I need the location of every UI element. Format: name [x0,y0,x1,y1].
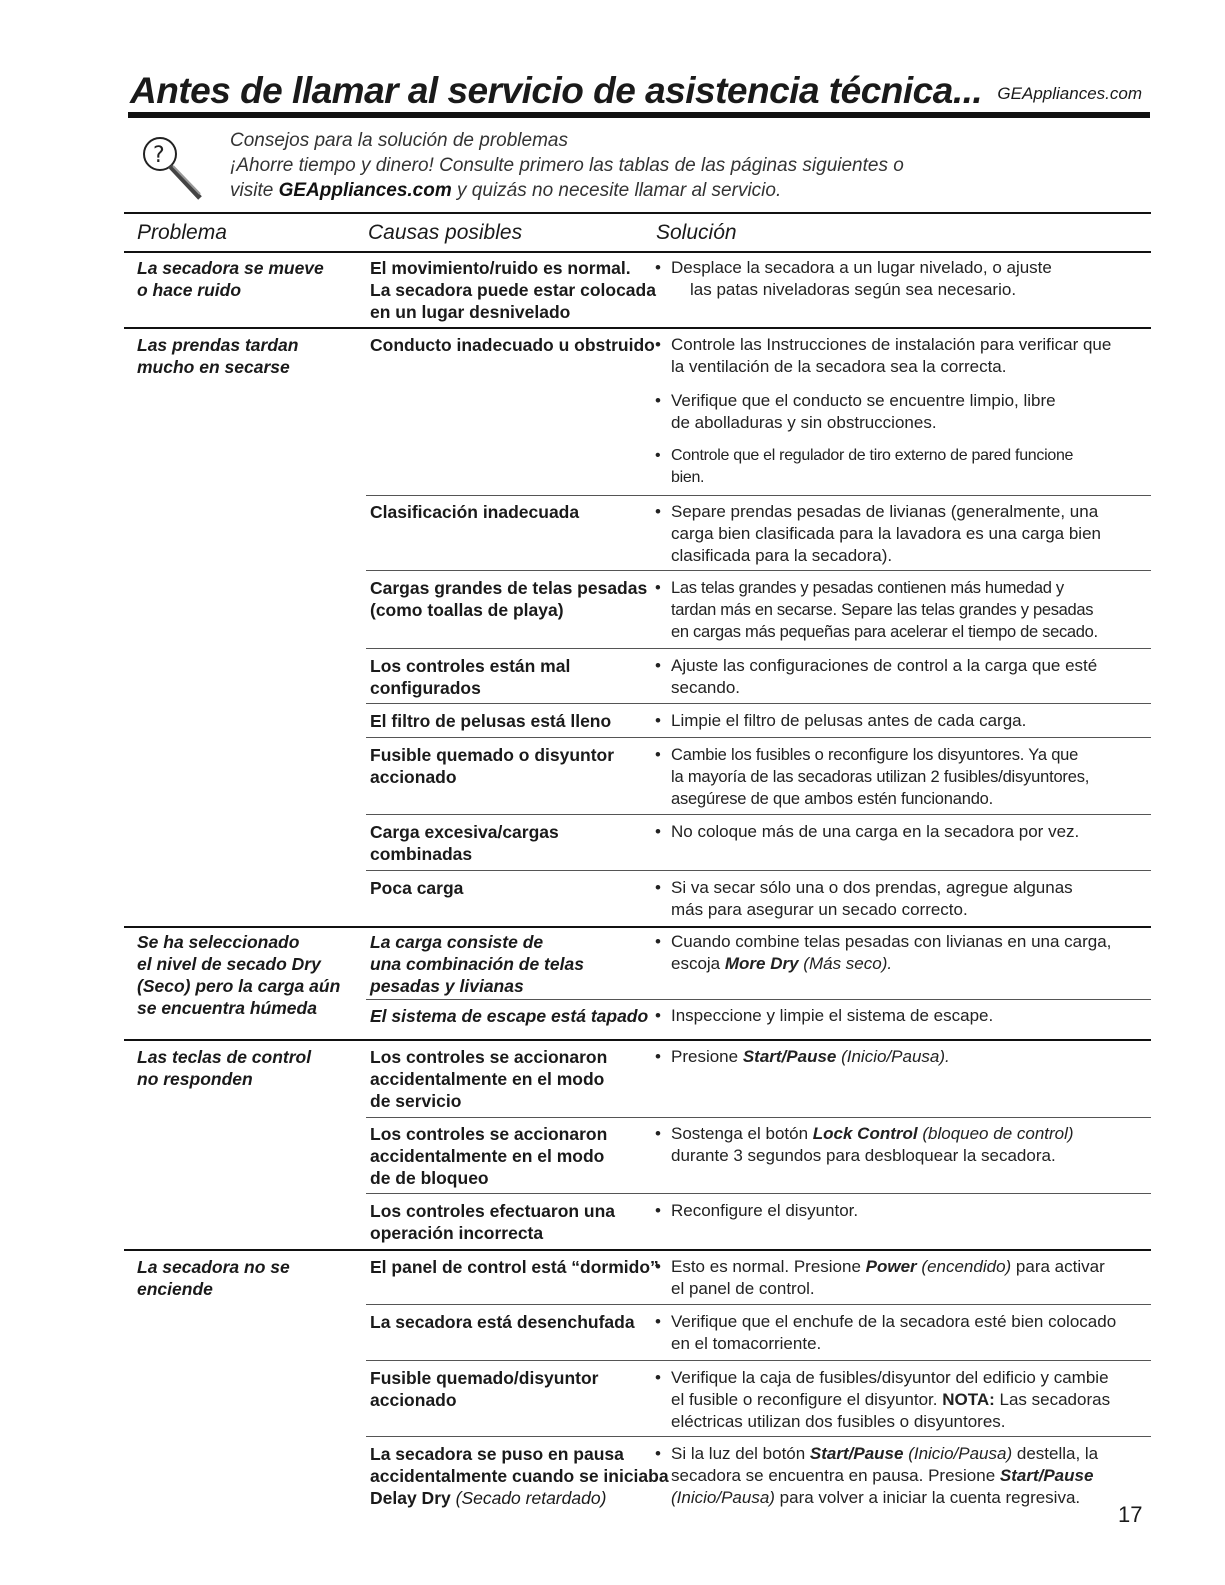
cause-cell: Los controles efectuaron una operación incorrecta [370,1201,616,1243]
sub-row-separator [366,737,1151,738]
site-link[interactable]: GEAppliances.com [997,84,1142,103]
header-rule [128,112,1150,118]
page-title: Antes de llamar al servicio de asistencia técnica... [130,70,983,111]
problem-cell: Las teclas de control no responden [137,1047,312,1089]
solution-cell: • Esto es normal. Presione Power (encendido) para activar el panel de control. [655,1256,1150,1300]
sub-row-separator [366,648,1151,649]
solution-cell: • Controle que el regulador de tiro externo de pared funcione bien. [655,445,1150,489]
cause-cell: El sistema de escape está tapado [370,1006,649,1026]
row-separator [124,1039,1151,1041]
cause-cell: Los controles están mal configurados [370,656,571,698]
column-header-causes: Causas posibles [368,221,523,244]
problem-cell: Se ha seleccionado el nivel de secado Dry (Seco) pero la carga aún se encuentra húmeda [137,932,341,1018]
solution-cell: • Si va secar sólo una o dos prendas, agregue algunas más para asegurar un secado correcto. [655,877,1150,921]
cause-cell: La secadora se puso en pausa accidentalmente cuando se iniciaba Delay Dry (Secado retardado) [370,1444,669,1508]
solution-cell: • Desplace la secadora a un lugar nivelado, o ajuste las patas niveladoras según sea necesario. [655,257,1150,301]
solution-cell: • Inspeccione y limpie el sistema de escape. [655,1005,1150,1027]
cause-cell: Poca carga [370,878,464,898]
question-magnifier-icon [140,132,202,204]
tips-heading: Consejos para la solución de problemas [230,130,568,151]
cause-cell: El filtro de pelusas está lleno [370,711,612,731]
column-header-solution: Solución [656,221,737,244]
sub-row-separator [366,999,1151,1000]
solution-cell: • No coloque más de una carga en la secadora por vez. [655,821,1150,843]
sub-row-separator [366,570,1151,571]
sub-row-separator [366,1193,1151,1194]
tips-line: ¡Ahorre tiempo y dinero! Consulte primero las tablas de las páginas siguientes o [230,155,904,176]
cause-cell: Los controles se accionaron accidentalmente en el modo de servicio [370,1047,608,1111]
cause-cell: El panel de control está “dormido” [370,1257,659,1277]
solution-cell: • Controle las Instrucciones de instalación para verificar que la ventilación de la secadora sea la correcta. [655,334,1150,378]
solution-cell: • Si la luz del botón Start/Pause (Inicio/Pausa) destella, la secadora se encuentra en pausa. Presione Start/Pause (Inicio/Pausa) para volver a iniciar la cuenta regresiva. [655,1443,1150,1509]
cause-cell: Cargas grandes de telas pesadas (como toallas de playa) [370,578,648,620]
solution-cell: • Sostenga el botón Lock Control (bloqueo de control) durante 3 segundos para desbloquear la secadora. [655,1123,1150,1167]
solution-cell: • Cuando combine telas pesadas con livianas en una carga, escoja More Dry (Más seco). [655,931,1150,975]
problem-cell: La secadora no se enciende [137,1257,290,1299]
problem-cell: La secadora se mueve o hace ruido [137,258,324,300]
cause-cell: Conducto inadecuado u obstruido [370,335,655,355]
solution-cell: • Reconfigure el disyuntor. [655,1200,1150,1222]
sub-row-separator [366,870,1151,871]
tips-line: visite GEAppliances.com y quizás no necesite llamar al servicio. [230,180,782,201]
cause-cell: El movimiento/ruido es normal. La secadora puede estar colocada en un lugar desnivelado [370,258,656,322]
sub-row-separator [366,1304,1151,1305]
row-separator [124,1249,1151,1251]
sub-row-separator [366,1117,1151,1118]
sub-row-separator [366,814,1151,815]
solution-cell: • Verifique que el enchufe de la secadora esté bien colocado en el tomacorriente. [655,1311,1150,1355]
cause-cell: Fusible quemado o disyuntor accionado [370,745,615,787]
problem-cell: Las prendas tardan mucho en secarse [137,335,299,377]
row-separator [124,327,1151,329]
cause-cell: Los controles se accionaron accidentalmente en el modo de de bloqueo [370,1124,608,1188]
sub-row-separator [366,1360,1151,1361]
cause-cell: Clasificación inadecuada [370,502,580,522]
solution-cell: • Presione Start/Pause (Inicio/Pausa). [655,1046,1150,1068]
cause-cell: Fusible quemado/disyuntor accionado [370,1368,599,1410]
sub-row-separator [366,1436,1151,1437]
solution-cell: • Separe prendas pesadas de livianas (generalmente, una carga bien clasificada para la lavadora es una carga bien clasificada para la secadora). [655,501,1150,567]
row-separator [124,926,1151,928]
table-header-rule [124,251,1151,253]
solution-cell: • Las telas grandes y pesadas contienen más humedad y tardan más en secarse. Separe las telas grandes y pesadas en cargas más pequeñas para acelerar el tiempo de secado. [655,577,1150,643]
page-number: 17 [1118,1502,1143,1527]
column-header-problem: Problema [137,221,227,244]
solution-cell: • Cambie los fusibles o reconfigure los disyuntores. Ya que la mayoría de las secadoras utilizan 2 fusibles/disyuntores, asegúrese de que ambos estén funcionando. [655,744,1150,810]
tips-block [230,128,904,203]
table-top-rule [124,212,1151,214]
sub-row-separator [366,703,1151,704]
solution-cell: • Verifique que el conducto se encuentre limpio, libre de abolladuras y sin obstrucciones. [655,390,1150,434]
svg-text:?: ? [153,143,165,168]
solution-cell: • Ajuste las configuraciones de control a la carga que esté secando. [655,655,1150,699]
page-header [130,70,1150,110]
solution-cell: • Verifique la caja de fusibles/disyuntor del edificio y cambie el fusible o reconfigure el disyuntor. NOTA: Las secadoras eléctricas utilizan dos fusibles o disyuntores. [655,1367,1150,1433]
solution-cell: • Limpie el filtro de pelusas antes de cada carga. [655,710,1150,732]
sub-row-separator [366,495,1151,496]
site-link-inline[interactable]: GEAppliances.com [278,180,452,201]
cause-cell: La secadora está desenchufada [370,1312,635,1332]
cause-cell: La carga consiste de una combinación de telas pesadas y livianas [370,932,584,996]
cause-cell: Carga excesiva/cargas combinadas [370,822,559,864]
